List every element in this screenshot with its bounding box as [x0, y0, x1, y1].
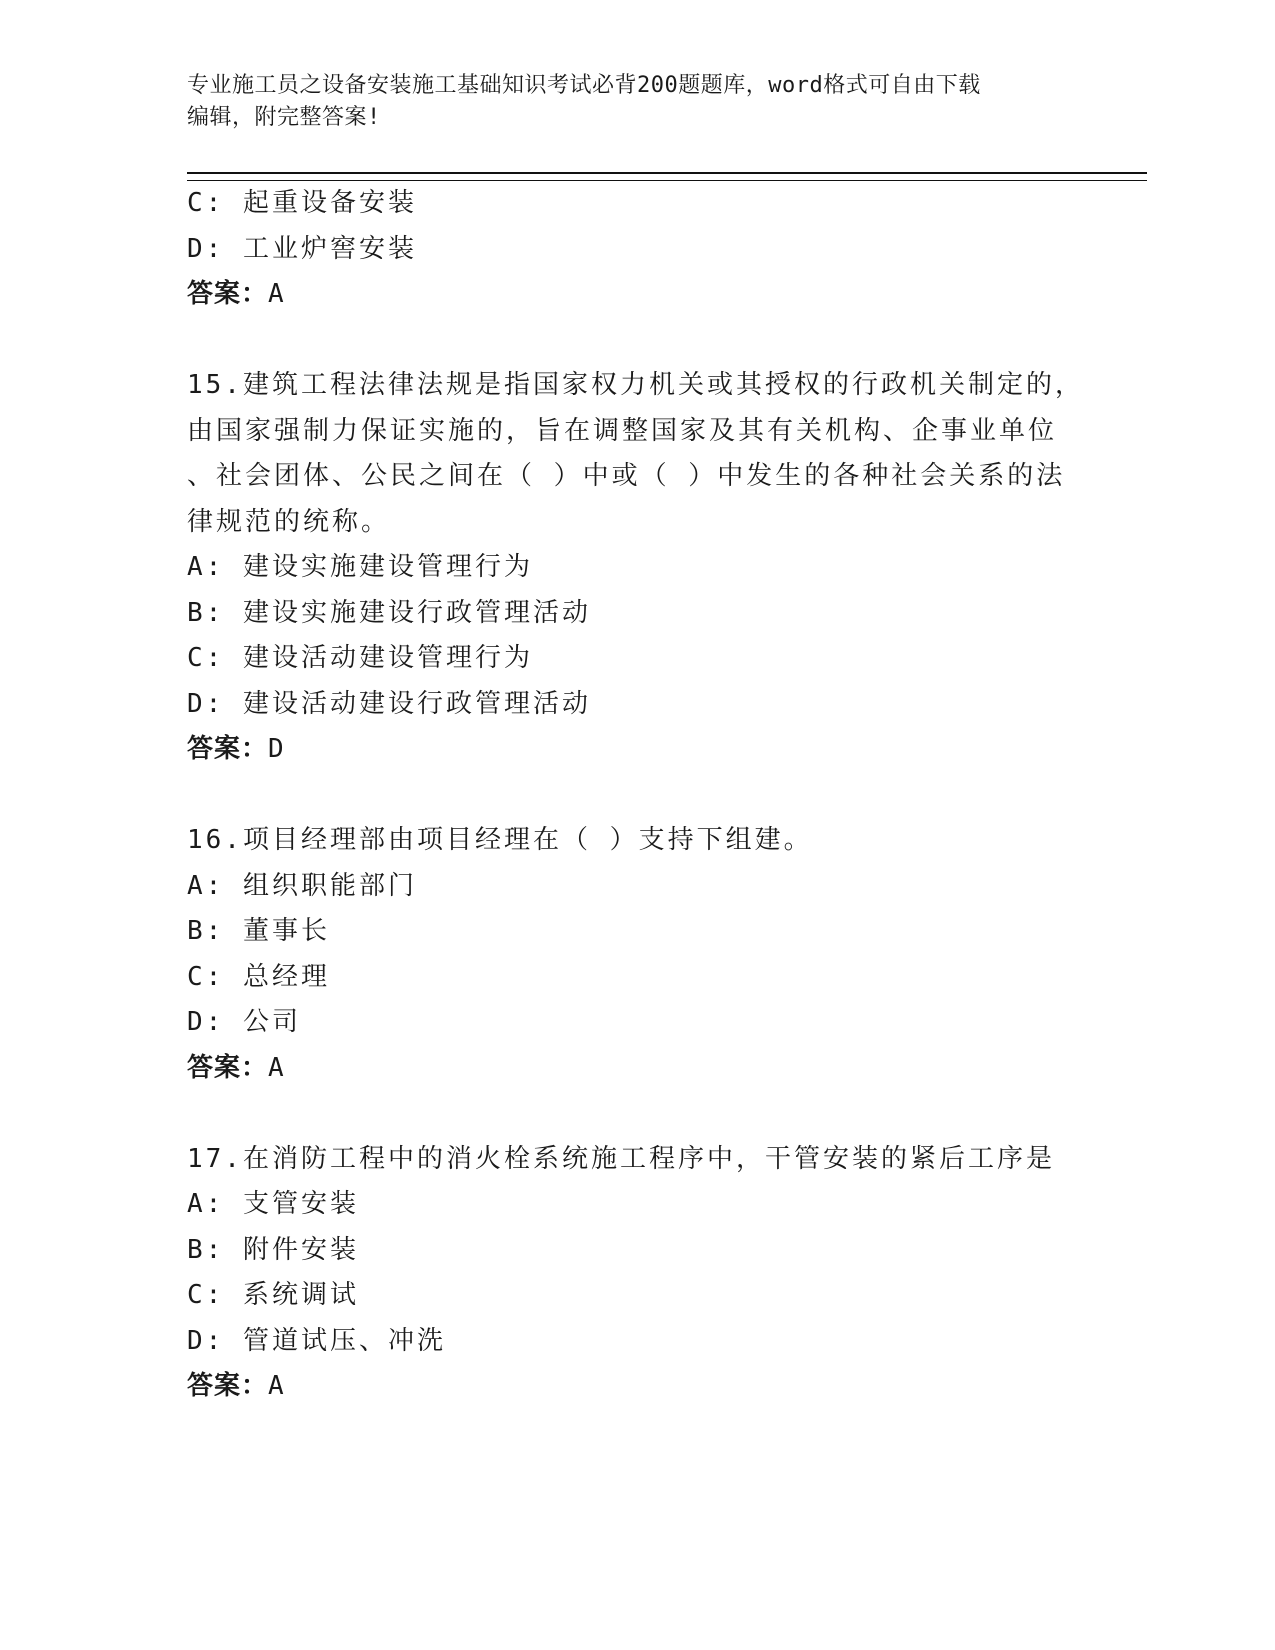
option-d: D: 公司: [187, 1007, 301, 1037]
option-b: B: 建设实施建设行政管理活动: [187, 597, 591, 628]
question-stem-line: 由国家强制力保证实施的，旨在调整国家及其有关机构、企事业单位: [187, 415, 1058, 446]
option-d: D: 建设活动建设行政管理活动: [187, 688, 591, 719]
answer-line: [187, 1364, 1147, 1410]
document-header: [187, 70, 1067, 134]
question-stem-line: 17.在消防工程中的消火栓系统施工程序中，干管安装的紧后工序是: [187, 1143, 1055, 1174]
option-c: C: 起重设备安装: [187, 188, 417, 218]
option-a: A: 支管安装: [187, 1189, 359, 1219]
prev-question-block: [187, 181, 1147, 318]
answer-line: [187, 727, 1147, 773]
answer-line: [187, 1046, 1147, 1092]
spacer: [187, 773, 1147, 819]
question-stem-line: 16.项目经理部由项目经理在（ ）支持下组建。: [187, 825, 813, 855]
question-15: [187, 363, 1147, 773]
answer-label: 答案：: [187, 1052, 269, 1083]
option-b: B: 附件安装: [187, 1234, 359, 1265]
question-stem-line: 15.建筑工程法律法规是指国家权力机关或其授权的行政机关制定的，: [187, 370, 1084, 400]
option-d: D: 管道试压、冲洗: [187, 1325, 446, 1356]
document-page: [187, 70, 1147, 1410]
answer-label: 答案：: [187, 279, 269, 309]
question-17: [187, 1137, 1147, 1410]
spacer: [187, 1091, 1147, 1137]
spacer: [187, 318, 1147, 364]
option-a: A: 组织职能部门: [187, 870, 417, 901]
answer-value: D: [268, 734, 285, 764]
header-divider: [187, 172, 1147, 181]
option-b: B: 董事长: [187, 916, 330, 946]
answer-value: A: [268, 1052, 285, 1083]
header-line-2: 编辑，附完整答案!: [187, 105, 381, 130]
option-c: C: 建设活动建设管理行为: [187, 643, 533, 673]
option-c: C: 总经理: [187, 961, 330, 992]
answer-value: A: [268, 1371, 285, 1401]
option-a: A: 建设实施建设管理行为: [187, 552, 533, 582]
question-16: [187, 818, 1147, 1091]
answer-value: A: [268, 279, 285, 309]
answer-label: 答案：: [187, 1371, 269, 1401]
header-line-1: 专业施工员之设备安装施工基础知识考试必背200题题库，word格式可自由下载: [187, 73, 981, 98]
option-c: C: 系统调试: [187, 1280, 359, 1310]
question-stem-line: 律规范的统称。: [187, 506, 391, 537]
question-stem-line: 、社会团体、公民之间在（ ）中或（ ）中发生的各种社会关系的法: [187, 461, 1066, 491]
option-d: D: 工业炉窖安装: [187, 233, 417, 264]
answer-label: 答案：: [187, 734, 269, 764]
answer-line: [187, 272, 1147, 318]
